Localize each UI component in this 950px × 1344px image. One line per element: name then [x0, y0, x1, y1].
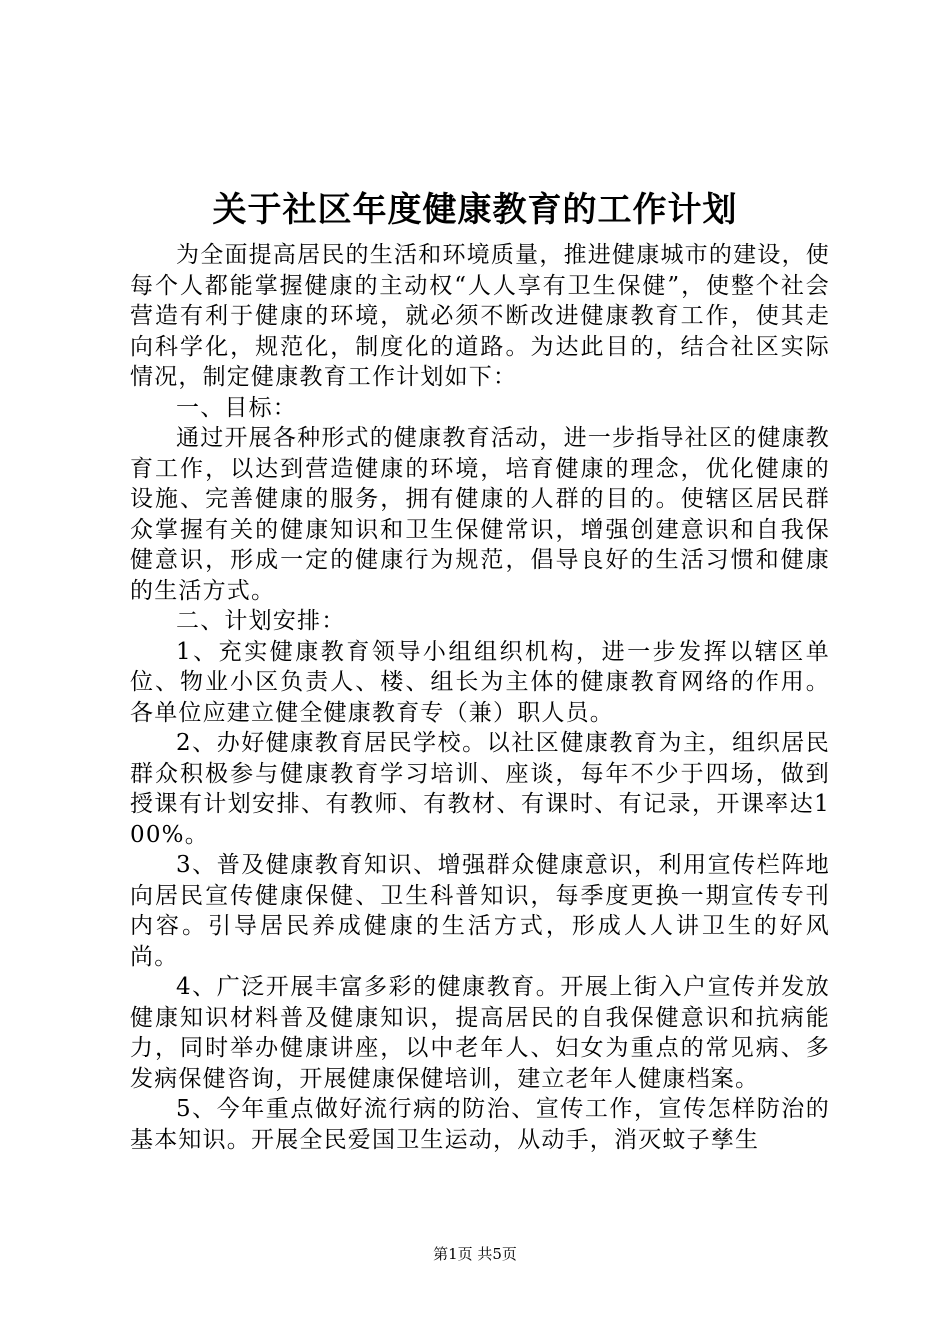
plan-item-5: 5、今年重点做好流行病的防治、宣传工作，宣传怎样防治的基本知识。开展全民爱国卫生运动，从动手，消灭蚊子孳生 — [130, 1096, 830, 1153]
plan-item-2: 2、办好健康教育居民学校。以社区健康教育为主，组织居民群众积极参与健康教育学习培训、座谈，每年不少于四场，做到授课有计划安排、有教师、有教材、有课时、有记录，开课率达100%。 — [130, 730, 830, 848]
plan-item-4: 4、广泛开展丰富多彩的健康教育。开展上街入户宣传并发放健康知识材料普及健康知识，提高居民的自我保健意识和抗病能力，同时举办健康讲座，以中老年人、妇女为重点的常见病、多发病保健咨询，开展健康保健培训，建立老年人健康档案。 — [130, 974, 830, 1092]
intro-paragraph: 为全面提高居民的生活和环境质量，推进健康城市的建设，使每个人都能掌握健康的主动权“人人享有卫生保健”，使整个社会营造有利于健康的环境，就必须不断改进健康教育工作，使其走向科学化，规范化，制度化的道路。为达此目的，结合社区实际情况，制定健康教育工作计划如下： — [130, 242, 830, 390]
section-heading-goals: 一、目标： — [176, 394, 297, 421]
document-title: 关于社区年度健康教育的工作计划 — [212, 190, 738, 230]
document-body — [130, 240, 830, 1155]
page-footer: 第1页 共5页 — [433, 1245, 517, 1263]
plan-item-3: 3、普及健康教育知识、增强群众健康意识，利用宣传栏阵地向居民宣传健康保健、卫生科普知识，每季度更换一期宣传专刊内容。引导居民养成健康的生活方式，形成人人讲卫生的好风尚。 — [130, 852, 830, 970]
plan-item-1: 1、充实健康教育领导小组组织机构，进一步发挥以辖区单位、物业小区负责人、楼、组长为主体的健康教育网络的作用。各单位应建立健全健康教育专（兼）职人员。 — [130, 638, 830, 726]
goals-paragraph: 通过开展各种形式的健康教育活动，进一步指导社区的健康教育工作，以达到营造健康的环境，培育健康的理念，优化健康的设施、完善健康的服务，拥有健康的人群的目的。使辖区居民群众掌握有关的健康知识和卫生保健常识，增强创建意识和自我保健意识，形成一定的健康行为规范，倡导良好的生活习惯和健康的生活方式。 — [130, 425, 830, 604]
section-heading-plan: 二、计划安排： — [176, 608, 346, 634]
